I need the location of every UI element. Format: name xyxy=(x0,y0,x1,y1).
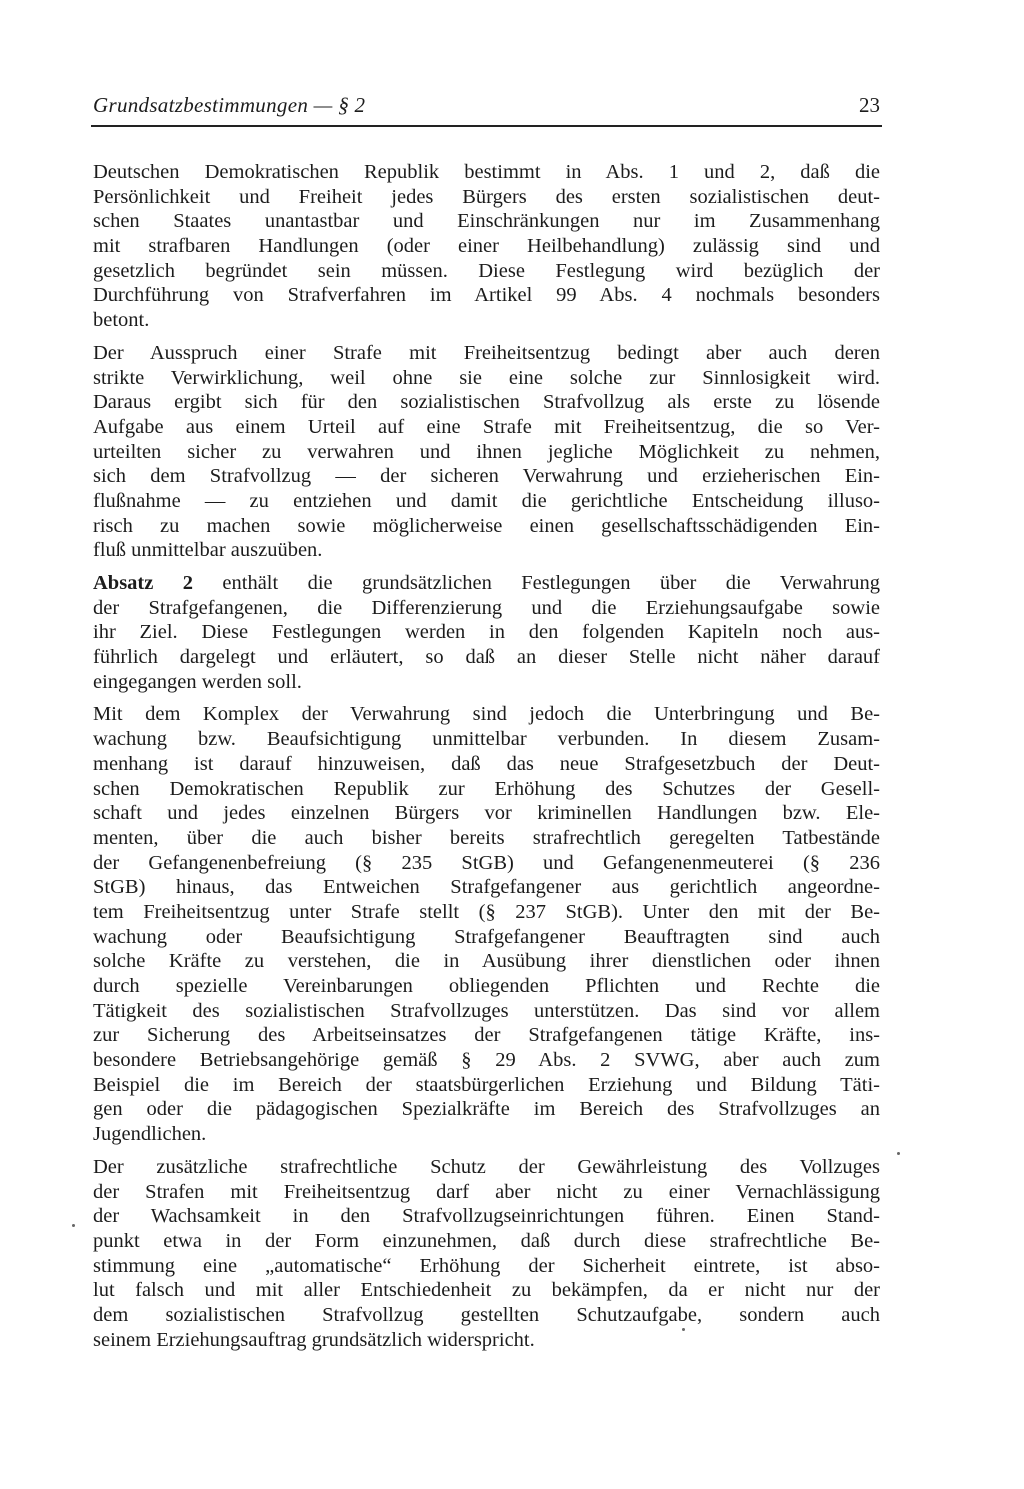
text-line: wachung oder Beaufsichtigung Strafgefangener Beauftragten sind auch xyxy=(93,925,880,948)
text-line: führlich dargelegt und erläutert, so daß an dieser Stelle nicht näher darauf xyxy=(93,646,880,669)
running-header xyxy=(93,90,880,120)
text-line: punkt etwa in der Form einzunehmen, daß durch diese strafrechtliche Be- xyxy=(93,1229,880,1252)
text-line: besondere Betriebsangehörige gemäß § 29 Abs. 2 SVWG, aber auch zum xyxy=(93,1049,880,1072)
text-line: Tätigkeit des sozialistischen Strafvollzuges unterstützen. Das sind vor allem xyxy=(93,999,880,1022)
header-rule xyxy=(91,125,882,127)
text-line: schen Staates unantastbar und Einschränkungen nur im Zusammenhang xyxy=(93,210,880,233)
text-line: Der Ausspruch einer Strafe mit Freiheitsentzug bedingt aber auch deren xyxy=(93,341,880,364)
text-line: Aufgabe aus einem Urteil auf eine Strafe mit Freiheitsentzug, die so Ver- xyxy=(93,415,880,438)
text-line: wachung bzw. Beaufsichtigung unmittelbar verbunden. In diesem Zusam- xyxy=(93,728,880,751)
text-line: Deutschen Demokratischen Republik bestimmt in Abs. 1 und 2, daß die xyxy=(93,161,880,183)
text-line: der Wachsamkeit in den Strafvollzugseinrichtungen führen. Einen Stand- xyxy=(93,1205,880,1228)
text-line: Daraus ergibt sich für den sozialistischen Strafvollzug als erste zu lösende xyxy=(93,391,880,414)
text-line: tem Freiheitsentzug unter Strafe stellt (§ 237 StGB). Unter den mit der Be- xyxy=(93,900,880,923)
text-line: dem sozialistischen Strafvollzug gestellten Schutzaufgabe, sondern auch xyxy=(93,1303,880,1326)
text-line: der Strafgefangenen, die Differenzierung und die Erziehungsaufgabe sowie xyxy=(93,596,880,619)
text-line: Der zusätzliche strafrechtliche Schutz der Gewährleistung des Vollzuges xyxy=(93,1155,880,1178)
text-line: menten, über die auch bisher bereits strafrechtlich geregelten Tatbestände xyxy=(93,826,880,849)
text-line: StGB) hinaus, das Entweichen Strafgefangener aus gerichtlich angeordne- xyxy=(93,876,880,899)
text-line: risch zu machen sowie möglicherweise einen gesellschaftsschädigenden Ein- xyxy=(93,514,880,537)
text-line: mit strafbaren Handlungen (oder einer Heilbehandlung) zulässig sind und xyxy=(93,235,880,258)
text-line: stimmung eine „automatische“ Erhöhung der Sicherheit eintrete, ist abso- xyxy=(93,1254,880,1277)
text-line: zur Sicherung des Arbeitseinsatzes der Strafgefangenen tätige Kräfte, ins- xyxy=(93,1024,880,1047)
text-line: seinem Erziehungsauftrag grundsätzlich widerspricht. xyxy=(93,1328,535,1351)
text-line: Mit dem Komplex der Verwahrung sind jedoch die Unterbringung und Be- xyxy=(93,703,880,726)
running-title: Grundsatzbestimmungen — § 2 xyxy=(93,93,366,117)
paper-speck xyxy=(682,1328,685,1331)
text-line: Durchführung von Strafverfahren im Artikel 99 Abs. 4 nochmals besonders xyxy=(93,284,880,307)
text-line: lut falsch und mit aller Entschiedenheit zu bekämpfen, da er nicht nur der xyxy=(93,1279,880,1302)
text-line: menhang ist darauf hinzuweisen, daß das neue Strafgesetzbuch der Deut- xyxy=(93,752,880,775)
text-line: der Gefangenenbefreiung (§ 235 StGB) und Gefangenenmeuterei (§ 236 xyxy=(93,851,880,874)
paragraph xyxy=(93,702,880,1146)
paragraph xyxy=(93,1155,880,1353)
paragraph-lead: Absatz 2 xyxy=(93,572,194,594)
text-line: sich dem Strafvollzug — der sicheren Verwahrung und erzieherischen Ein- xyxy=(93,465,880,488)
text-line: gesetzlich begründet sein müssen. Diese Festlegung wird bezüglich der xyxy=(93,259,880,282)
text-line: gen oder die pädagogischen Spezialkräfte im Bereich des Strafvollzuges an xyxy=(93,1098,880,1121)
page-number: 23 xyxy=(859,93,880,117)
text-line: Persönlichkeit und Freiheit jedes Bürgers des ersten sozialistischen deut- xyxy=(93,185,880,208)
text-line: Jugendlichen. xyxy=(93,1123,207,1146)
text-line: schen Demokratischen Republik zur Erhöhung des Schutzes der Gesell- xyxy=(93,777,880,800)
text-line: solche Kräfte zu verstehen, die in Ausübung ihrer dienstlichen oder ihnen xyxy=(93,950,880,973)
text-line: durch spezielle Vereinbarungen obliegenden Pflichten und Rechte die xyxy=(93,975,880,997)
text-line: urteilten sicher zu verwahren und ihnen jegliche Möglichkeit zu nehmen, xyxy=(93,440,880,463)
text-line: schaft und jedes einzelnen Bürgers vor kriminellen Handlungen bzw. Ele- xyxy=(93,802,880,825)
paragraph xyxy=(93,571,880,694)
text-line: der Strafen mit Freiheitsentzug darf aber nicht zu einer Vernachlässigung xyxy=(93,1180,880,1203)
text-line: betont. xyxy=(93,309,150,332)
text-line: flußnahme — zu entziehen und damit die gerichtliche Entscheidung illuso- xyxy=(93,489,880,512)
text-line: fluß unmittelbar auszuüben. xyxy=(93,539,323,562)
line-text: enthält die grundsätzlichen Festlegungen über die Verwahrung xyxy=(193,572,880,594)
text-line xyxy=(93,571,880,596)
paragraph xyxy=(93,160,880,333)
paper-speck xyxy=(72,1224,75,1227)
paragraph xyxy=(93,341,880,563)
text-line: Beispiel die im Bereich der staatsbürgerlichen Erziehung und Bildung Täti- xyxy=(93,1073,880,1096)
paper-speck xyxy=(897,1152,900,1155)
text-line: strikte Verwirklichung, weil ohne sie eine solche zur Sinnlosigkeit wird. xyxy=(93,366,880,389)
text-line: ihr Ziel. Diese Festlegungen werden in den folgenden Kapiteln noch aus- xyxy=(93,621,880,644)
body-text xyxy=(93,160,880,1360)
text-line: eingegangen werden soll. xyxy=(93,670,302,693)
